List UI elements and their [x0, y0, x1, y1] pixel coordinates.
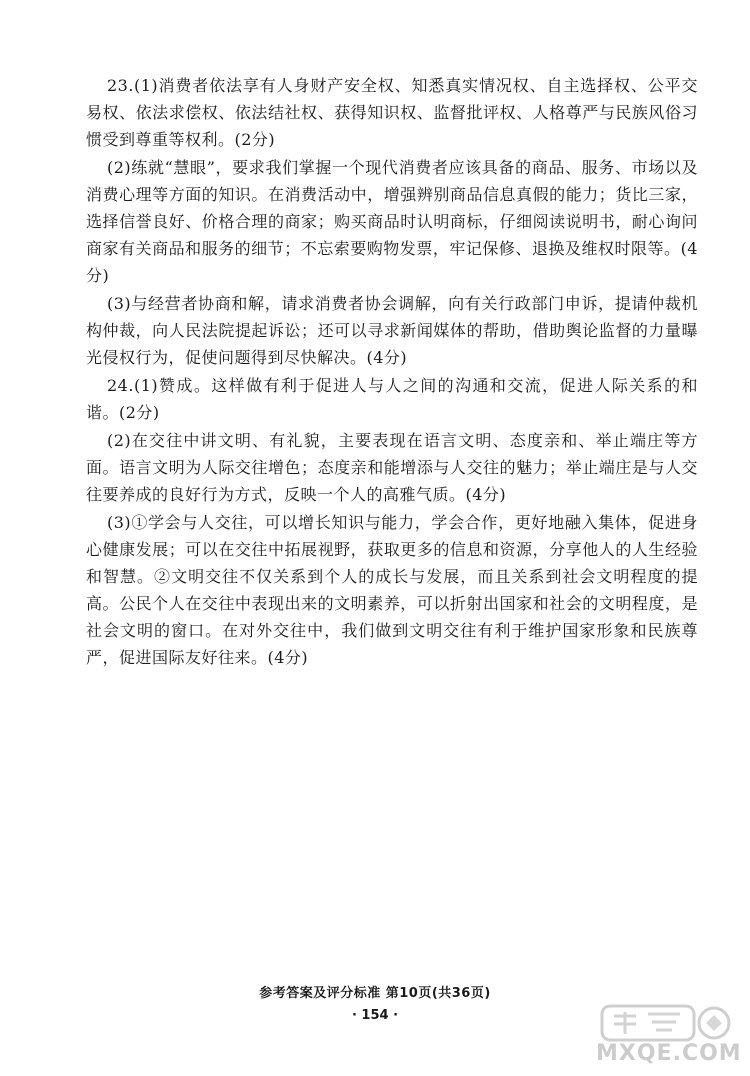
answer-23-1: 23.(1)消费者依法享有人身财产安全权、知悉真实情况权、自主选择权、公平交易权、依法求偿权、依法结社权、获得知识权、监督批评权、人格尊严与民族风俗习惯受到尊重等权利。(2分) [86, 76, 698, 149]
answer-23-3: (3)与经营者协商和解，请求消费者协会调解，向有关行政部门申诉，提请仲裁机构仲裁，向人民法院提起诉讼；还可以寻求新闻媒体的帮助，借助舆论监督的力量曝光侵权行为，促使问题得到尽快解决。(4分) [86, 294, 698, 367]
answer-24-2: (2)在交往中讲文明、有礼貌，主要表现在语言文明、态度亲和、举止端庄等方面。语言文明为人际交往增色；态度亲和能增添与人交往的魅力；举止端庄是与人交往要养成的良好行为方式，反映一个人的高雅气质。(4分) [86, 431, 698, 504]
watermark-url: MXQE.COM [596, 1041, 742, 1066]
answer-content [86, 72, 698, 672]
answer-23-2: (2)练就“慧眼”，要求我们掌握一个现代消费者应该具备的商品、服务、市场以及消费心理等方面的知识。在消费活动中，增强辨别商品信息真假的能力；货比三家，选择信誉良好、价格合理的商家；购买商品时认明商标，仔细阅读说明书，耐心询问商家有关商品和服务的细节；不忘索要购物发票，牢记保修、退换及维权时限等。(4分) [86, 158, 698, 285]
answer-24-3: (3)①学会与人交往，可以增长知识与能力，学会合作，更好地融入集体，促进身心健康发展；可以在交往中拓展视野，获取更多的信息和资源，分享他人的人生经验和智慧。②文明交往不仅关系到个人的成长与发展，而且关系到社会文明程度的提高。公民个人在交往中表现出来的文明素养，可以折射出国家和社会的文明程度，是社会文明的窗口。在对外交往中，我们做到文明交往有利于维护国家形象和民族尊严，促进国际友好往来。(4分) [86, 513, 698, 667]
watermark-logo [596, 1002, 742, 1068]
answer-24-1: 24.(1)赞成。这样做有利于促进人与人之间的沟通和交流，促进人际关系的和谐。(2分) [86, 376, 698, 422]
footer-title: 参考答案及评分标准 第10页(共36页) [259, 986, 491, 1001]
page-number: · 154 · [351, 1008, 399, 1023]
watermark-badge-icon [596, 1002, 736, 1046]
